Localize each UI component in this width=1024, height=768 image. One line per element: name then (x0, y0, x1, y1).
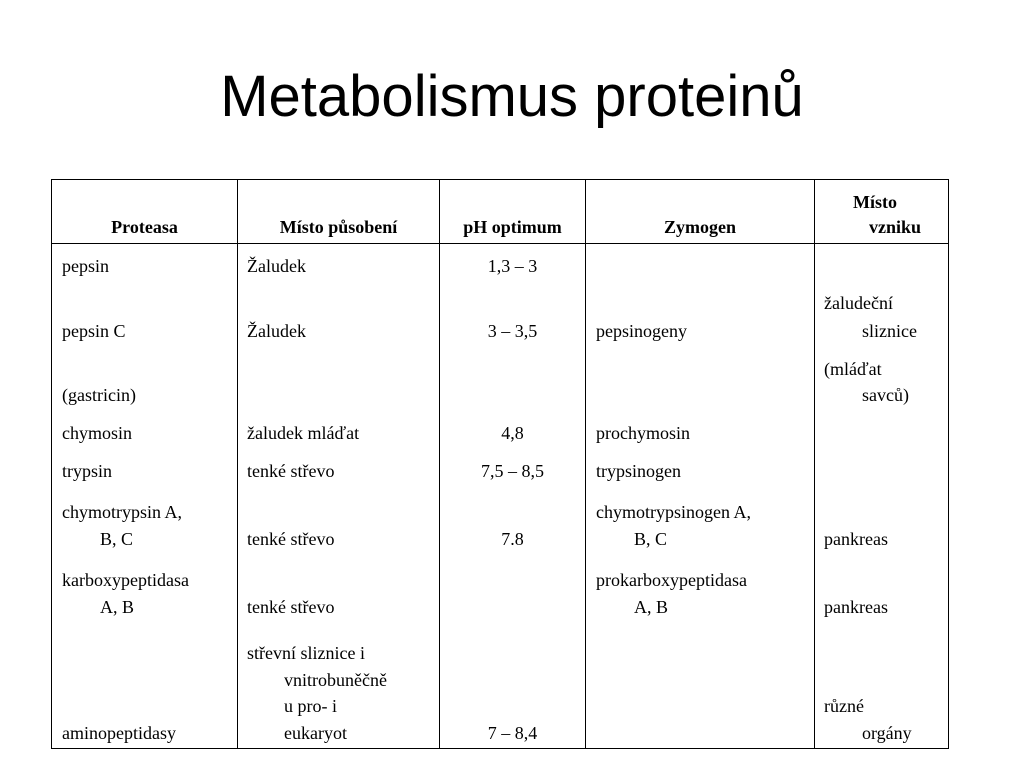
row2-ph: 3 – 3,5 (487, 321, 538, 341)
row7-site: tenké střevo (247, 597, 335, 617)
row1-site: Žaludek (247, 256, 306, 276)
row6-protease-line2: B, C (100, 529, 134, 549)
row7-protease-line2: A, B (100, 597, 135, 617)
row6-zymogen-line1: chymotrypsinogen A, (596, 502, 751, 522)
header-divider (52, 243, 948, 244)
row5-zymogen: trypsinogen (596, 461, 681, 481)
row8-site-line3: u pro- i (284, 696, 337, 716)
row2-zymogen: pepsinogeny (596, 321, 687, 341)
row3-protease: (gastricin) (62, 385, 136, 405)
row8-origin-line1: různé (824, 696, 864, 716)
row4-site: žaludek mláďat (247, 423, 360, 443)
row8-site-line4: eukaryot (284, 723, 347, 743)
header-origin-line1: Místo (853, 192, 897, 212)
row7-origin: pankreas (824, 597, 888, 617)
slide-title: Metabolismus proteinů (220, 64, 804, 129)
row5-ph: 7,5 – 8,5 (481, 461, 544, 481)
row1-protease: pepsin (62, 256, 109, 276)
row3-origin-line1: (mláďat (824, 359, 882, 379)
row6-origin: pankreas (824, 529, 888, 549)
row6-site: tenké střevo (247, 529, 335, 549)
row8-origin-line2: orgány (862, 723, 912, 743)
header-ph-optimum: pH optimum (463, 217, 562, 237)
row1-ph: 1,3 – 3 (487, 256, 538, 276)
row4-ph: 4,8 (501, 423, 524, 443)
row3-origin-line2: savců) (862, 385, 909, 405)
row8-site-line1: střevní sliznice i (247, 643, 365, 663)
row8-protease: aminopeptidasy (62, 723, 176, 743)
column-divider (237, 180, 238, 748)
header-zymogen: Zymogen (664, 217, 736, 237)
row8-site-line2: vnitrobuněčně (284, 670, 387, 690)
row7-protease-line1: karboxypeptidasa (62, 570, 189, 590)
header-origin-line2: vzniku (869, 217, 922, 237)
column-divider (814, 180, 815, 748)
row2-origin-line1: žaludeční (824, 293, 893, 313)
header-protease: Proteasa (111, 217, 178, 237)
column-divider (585, 180, 586, 748)
row7-zymogen-line1: prokarboxypeptidasa (596, 570, 747, 590)
row6-ph: 7.8 (501, 529, 524, 549)
row6-zymogen-line2: B, C (634, 529, 668, 549)
header-site-of-action: Místo působení (279, 217, 398, 237)
row2-origin-line2: sliznice (862, 321, 917, 341)
row5-site: tenké střevo (247, 461, 335, 481)
row2-site: Žaludek (247, 321, 306, 341)
row4-protease: chymosin (62, 423, 132, 443)
row8-ph: 7 – 8,4 (487, 723, 538, 743)
row5-protease: trypsin (62, 461, 113, 481)
row2-protease: pepsin C (62, 321, 126, 341)
row4-zymogen: prochymosin (596, 423, 690, 443)
row7-zymogen-line2: A, B (634, 597, 669, 617)
row6-protease-line1: chymotrypsin A, (62, 502, 182, 522)
protease-table (51, 179, 949, 749)
